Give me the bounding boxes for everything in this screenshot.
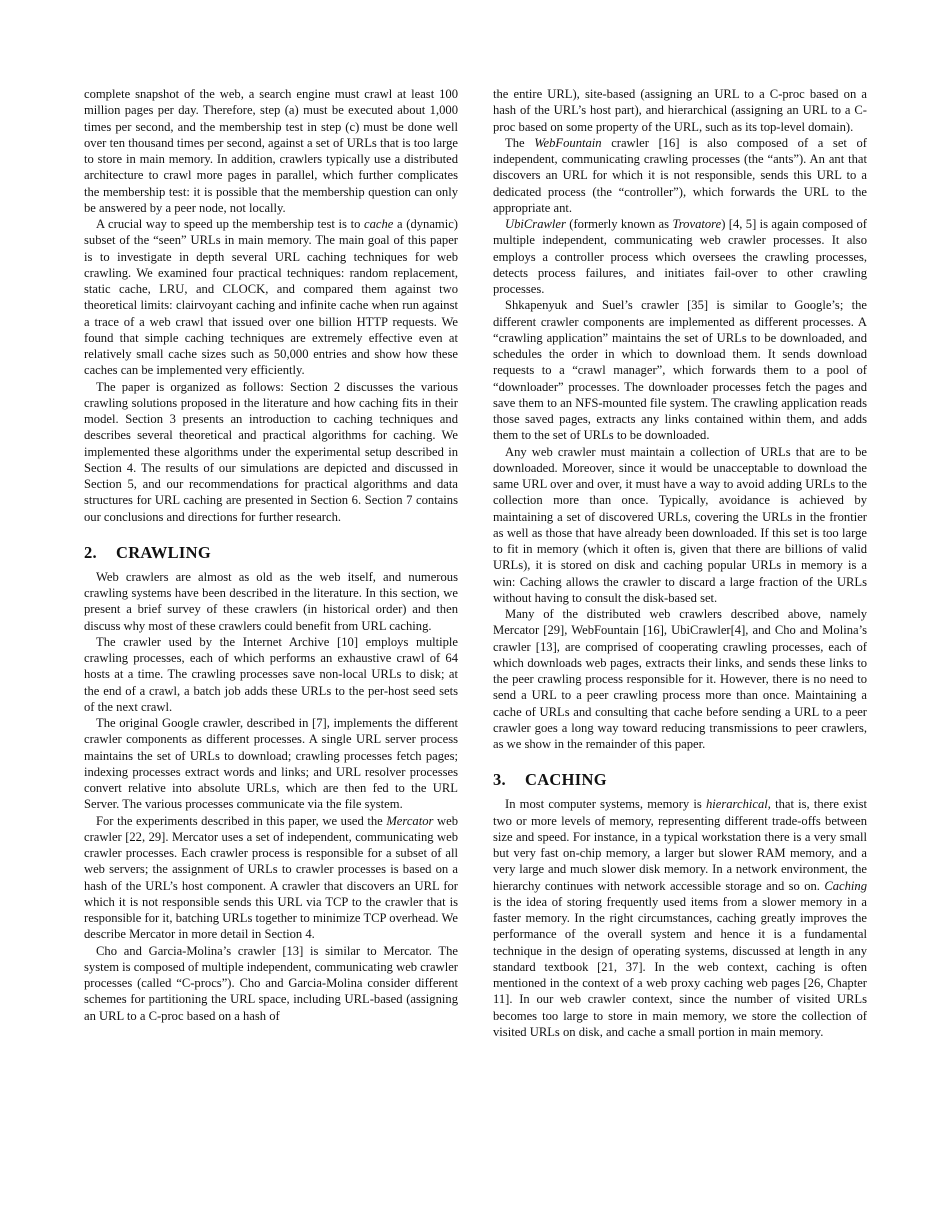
right-column [493, 86, 867, 1040]
paragraph: The original Google crawler, described in [7], implements the different crawler components as different processes. A single URL server process maintains the set of URLs to download; crawling processes fetch pages; indexing processes extract words and links; and URL resolver processes convert relative into absolute URLs, which are then fed to the URL Server. The various processes communicate via the file system. [84, 716, 458, 812]
paragraph: The crawler used by the Internet Archive [10] employs multiple crawling processes, each of which performs an exhaustive crawl of 64 hosts at a time. The crawling processes save non-local URLs to disk; at the end of a crawl, a batch job adds these URLs to the per-host seed sets of the next crawl. [84, 634, 458, 714]
paragraph: A crucial way to speed up the membership test is to cache a (dynamic) subset of the “seen” URLs in main memory. The main goal of this paper is to investigate in depth several URL caching techniques for web crawling. We examined four practical techniques: random replacement, static cache, LRU, and CLOCK, and compared them against two theoretical limits: clairvoyant caching and infinite cache when run against a trace of a web crawl that issued over one billion HTTP requests. We found that simple caching techniques are extremely effective even at relatively small cache sizes such as 50,000 entries and show how these caches can be implemented very efficiently. [84, 217, 459, 378]
section-heading-crawling: 2. CRAWLING [84, 542, 211, 562]
paragraph: Shkapenyuk and Suel’s crawler [35] is similar to Google’s; the different crawler components are implemented as different processes. A “crawling application” maintains the set of URLs to be downloaded, and schedules the order in which to download them. It sends download requests to a “crawl manager”, which forwards them to a pool of “downloader” processes. The downloader processes fetch the pages and save them to an NFS-mounted file system. The crawling application reads those saved pages, extracts any links contained within them, and adds them to the set of URLs to be downloaded. [493, 298, 867, 443]
section-heading-caching: 3. CACHING [493, 770, 607, 790]
paragraph: Many of the distributed web crawlers described above, namely Mercator [29], WebFountain [16], UbiCrawler[4], and Cho and Molina’s crawler [13], are comprised of cooperating crawling processes, each of which downloads web pages, extracts their links, and sends these links to the peer crawling process responsible for it. However, there is no need to send a URL to a peer crawling process more than once. Maintaining a cache of URLs and consulting that cache before sending a URL to a peer crawler goes a long way toward reducing transmissions to peer crawlers, as we show in the remainder of this paper. [493, 607, 867, 751]
paragraph: For the experiments described in this paper, we used the Mercator web crawler [22, 29]. Mercator uses a set of independent, communicating web crawler processes. Each crawler process is responsible for a subset of all web servers; the assignment of URLs to crawler processes is based on a hash of the URL’s host component. A crawler that discovers an URL for which it is not responsible sends this URL via TCP to the crawler that is responsible for it, batching URLs together to minimize TCP overhead. We describe Mercator in more detail in Section 4. [84, 813, 458, 942]
paragraph: The WebFountain crawler [16] is also composed of a set of independent, communicating crawling processes (the “ants”). An ant that discovers an URL for which it is not responsible, sends this URL to a dedicated process (the “controller”), which forwards the URL to the appropriate ant. [493, 135, 867, 215]
left-column [84, 86, 458, 1024]
paragraph: Web crawlers are almost as old as the web itself, and numerous crawling systems have been described in the literature. In this section, we present a brief survey of these crawlers (in historical order) and then discuss why most of these crawlers could benefit from URL caching. [84, 569, 458, 633]
paragraph: the entire URL), site-based (assigning an URL to a C-proc based on a hash of the URL’s host part), and hierarchical (assigning an URL to a C-proc based on some property of the URL, such as its top-level domain). [493, 87, 867, 134]
paragraph: UbiCrawler (formerly known as Trovatore) [4, 5] is again composed of multiple independent, communicating web crawler processes. It also employs a controller process which oversees the crawling processes, detects process failures, and initiates fail-over to other crawling processes. [493, 217, 867, 296]
paragraph: Any web crawler must maintain a collection of URLs that are to be downloaded. Moreover, since it would be unacceptable to download the same URL over and over, it must have a way to avoid adding URLs to the collection more than once. Typically, avoidance is achieved by maintaining a set of discovered URLs, covering the URLs in the frontier as well as those that have already been downloaded. If this set is too large to fit in memory (which it often is, given that there are billions of valid URLs), it is stored on disk and caching popular URLs in memory is a win: Caching allows the crawler to discard a large fraction of the URLs without having to consult the disk-based set. [493, 444, 867, 605]
paragraph: The paper is organized as follows: Section 2 discusses the various crawling solutions proposed in the literature and how caching fits in their model. Section 3 presents an introduction to caching techniques and describes several theoretical and practical algorithms for caching. We implemented these algorithms under the experimental setup described in Section 4. The results of our simulations are depicted and discussed in Section 5, and our recommendations for practical algorithms and data structures for URL caching are presented in Section 6. Section 7 contains our conclusions and directions for further research. [84, 379, 458, 524]
paragraph: In most computer systems, memory is hierarchical, that is, there exist two or more levels of memory, representing different trade-offs between size and speed. For instance, in a typical workstation there is a very small but very fast on-chip memory, a larger but slower RAM memory, and a very large and much slower disk memory. In a network environment, the hierarchy continues with network accessible storage and so on. Caching is the idea of storing frequently used items from a slower memory in a faster memory. In the right circumstances, caching greatly improves the performance of the overall system and hence it is a fundamental technique in the design of operating systems, discussed at length in any standard textbook [21, 37]. In the web context, caching is often mentioned in the context of a web proxy caching web pages [26, Chapter 11]. In our web crawler context, since the number of visited URLs becomes too large to store in main memory, we store the collection of visited URLs on disk, and cache a small portion in main memory. [493, 797, 867, 1039]
paragraph: complete snapshot of the web, a search engine must crawl at least 100 million pages per day. Therefore, step (a) must be executed about 1,000 times per second, and the membership test in step (c) must be done well over ten thousand times per second, against a set of URLs that is too large to store in main memory. In addition, crawlers typically use a distributed architecture to crawl more pages in parallel, which further complicates the membership test: it is possible that the membership question can only be answered by a peer node, not locally. [84, 87, 458, 215]
paragraph: Cho and Garcia-Molina’s crawler [13] is similar to Mercator. The system is composed of multiple independent, communicating web crawler processes (called “C-procs”). Cho and Garcia-Molina consider different schemes for partitioning the URL space, including URL-based (assigning an URL to a C-proc based on a hash of [84, 943, 458, 1023]
